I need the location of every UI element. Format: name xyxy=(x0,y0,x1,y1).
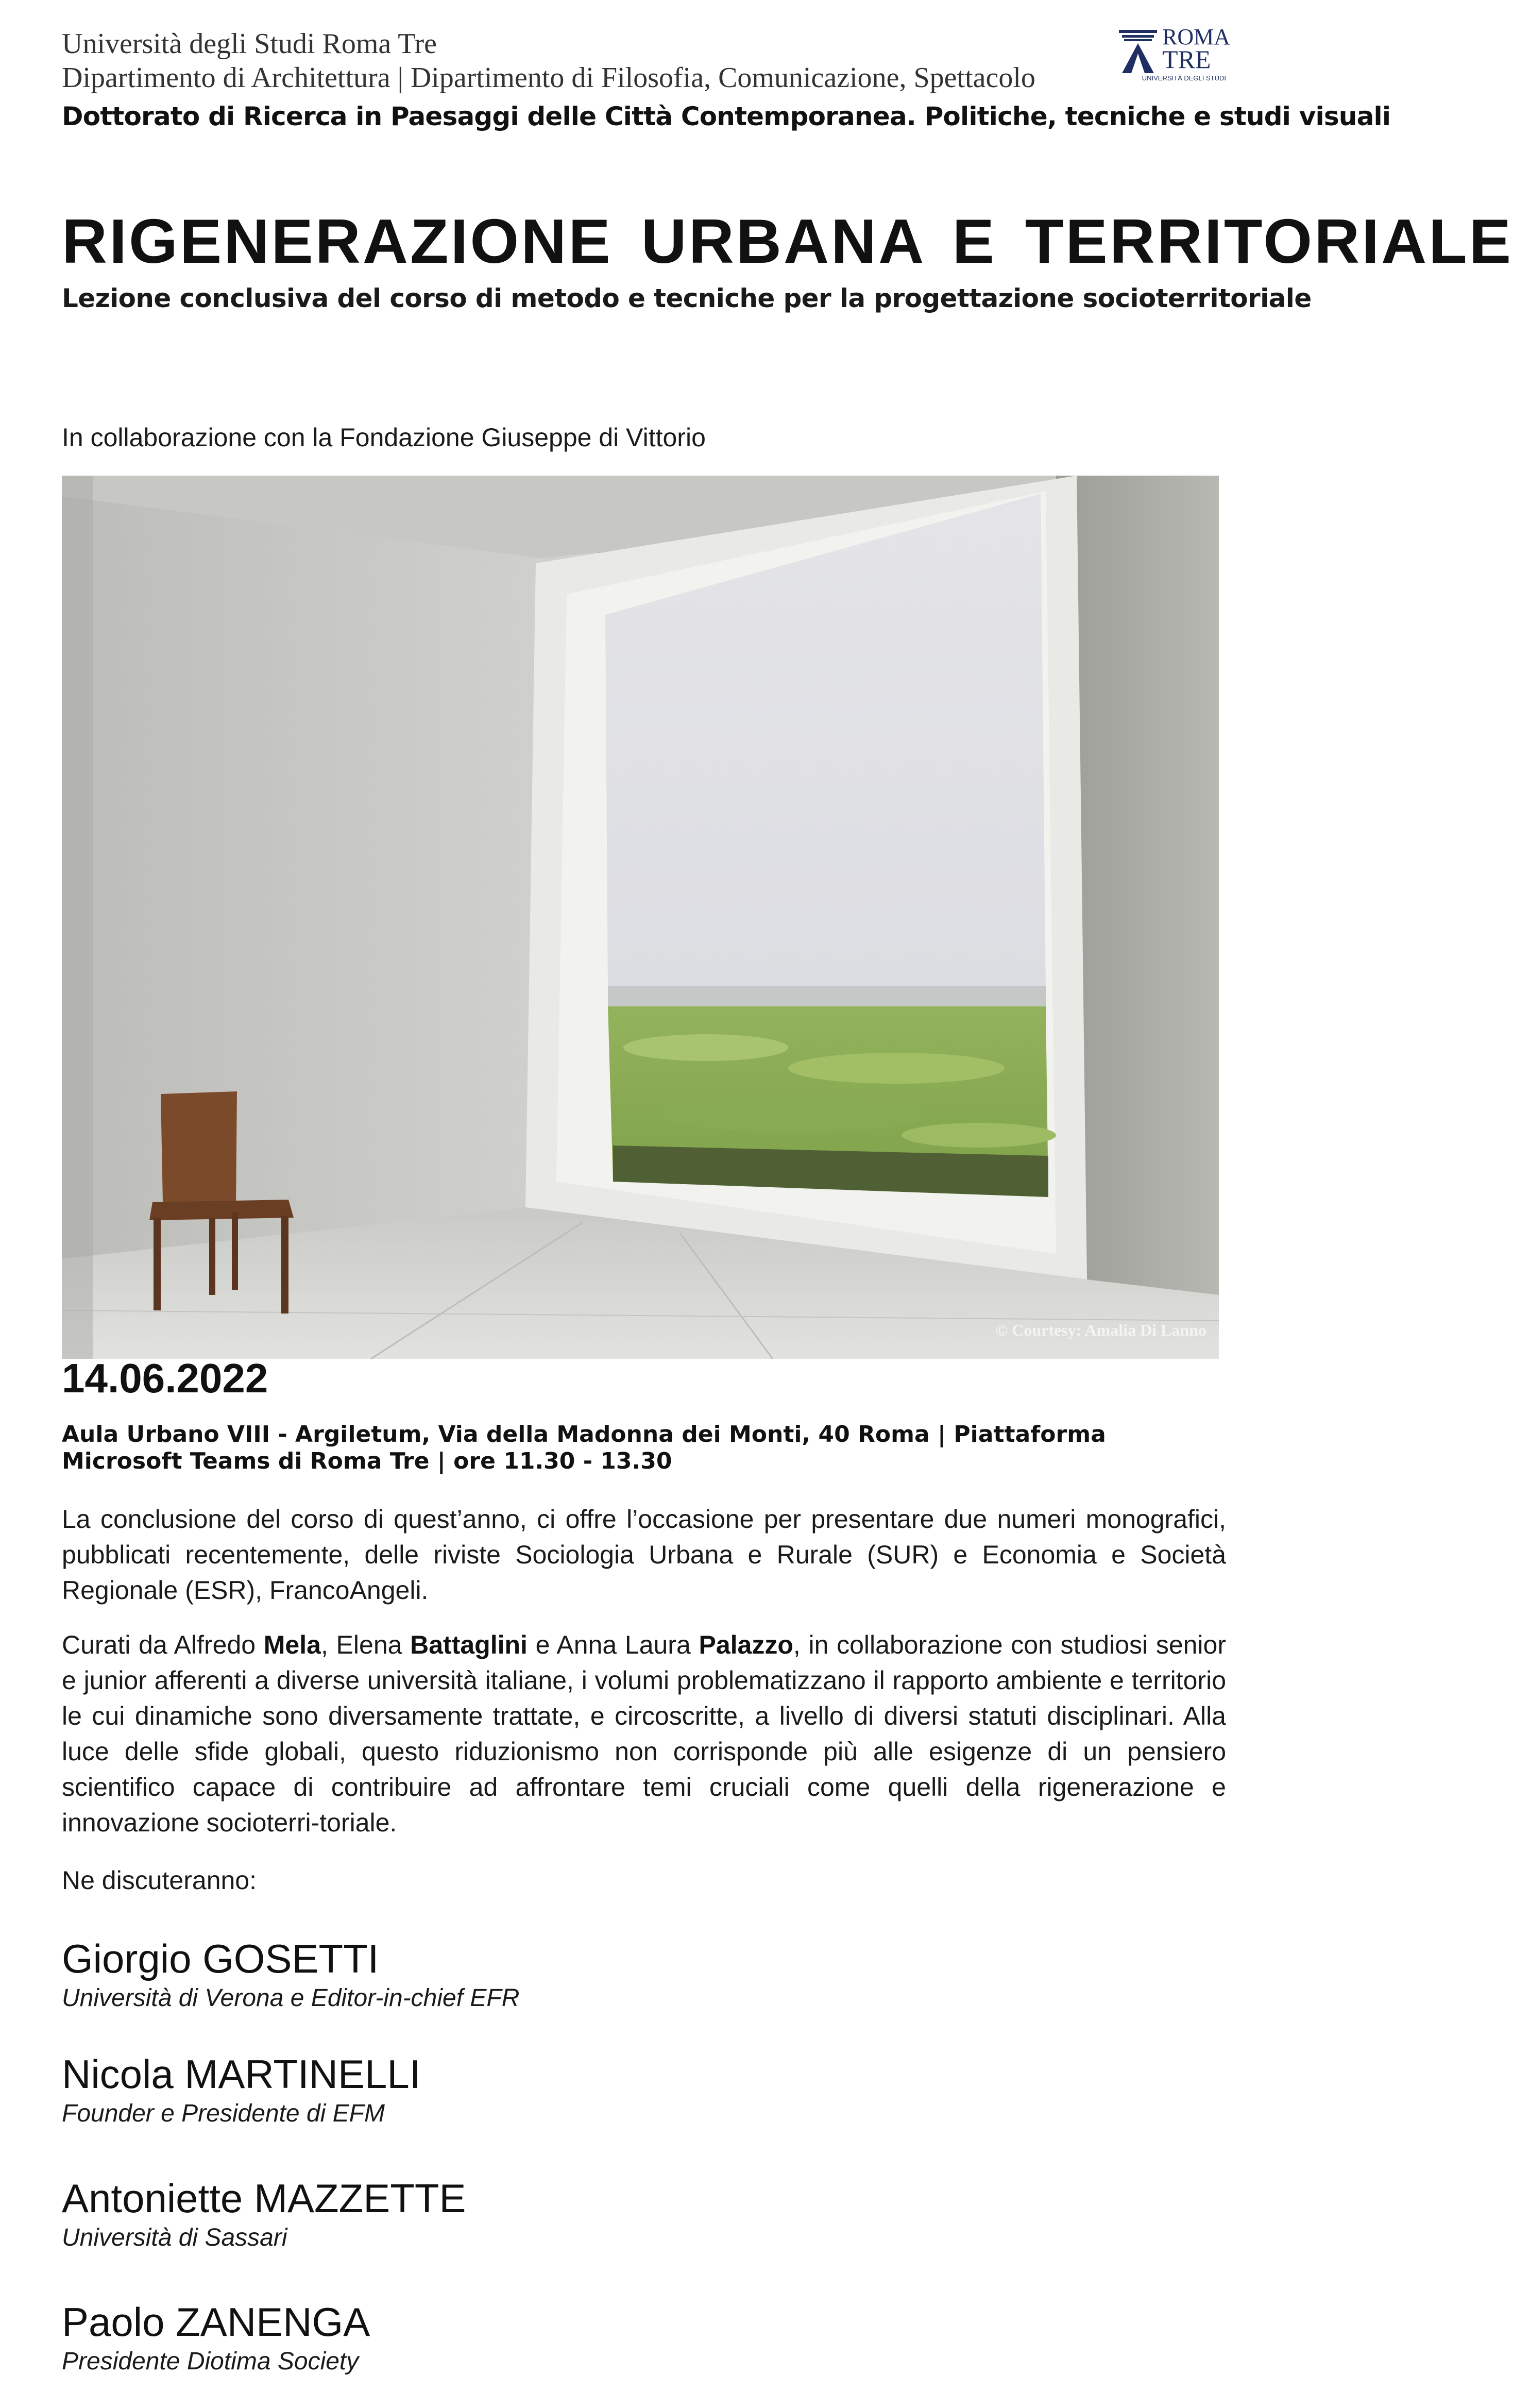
phd-program: Dottorato di Ricerca in Paesaggi delle Città Contemporanea. Politiche, tecniche e studi visuali xyxy=(62,102,1391,131)
university-name: Università degli Studi Roma Tre xyxy=(62,28,437,60)
speaker-name: Paolo ZANENGA xyxy=(62,2299,370,2345)
p2-text-a: Curati da Alfredo xyxy=(62,1630,264,1659)
event-title: RIGENERAZIONE URBANA E TERRITORIALE xyxy=(62,206,1513,276)
p2-text-c: e Anna Laura xyxy=(527,1630,699,1659)
speaker-entry xyxy=(62,2174,1226,2253)
speaker-affiliation: Founder e Presidente di EFM xyxy=(62,2100,385,2127)
logo-subtitle: UNIVERSITÀ DEGLI STUDI xyxy=(1142,74,1226,82)
p2-text-b: , Elena xyxy=(320,1630,411,1659)
speaker-name: Nicola MARTINELLI xyxy=(62,2051,421,2097)
room-window-illustration xyxy=(62,476,1219,1359)
departments: Dipartimento di Architettura | Dipartimento di Filosofia, Comunicazione, Spettacolo xyxy=(62,62,1035,94)
speaker-affiliation: Università di Sassari xyxy=(62,2224,287,2251)
p2-text-d: , in collaborazione con studiosi senior e junior afferenti a diverse università italiane, i volumi problematizzano il rapporto ambiente e territorio le cui dinamiche sono diversamente trattate, e circoscritte, a livello di diversi statuti disciplinari. Alla luce delle sfide globali, questo riduzionismo non corrisponde più alle esigenze di un pensiero scientifico capace di contribuire ad affrontare temi cruciali come quelli della rigenerazione e innovazione socioterri-toriale. xyxy=(62,1630,1227,1837)
event-date: 14.06.2022 xyxy=(62,1355,268,1401)
editor-name-palazzo: Palazzo xyxy=(699,1630,793,1659)
speaker-entry xyxy=(62,1934,1226,2013)
institution-header xyxy=(62,27,1092,95)
event-venue: Aula Urbano VIII - Argiletum, Via della Madonna dei Monti, 40 Roma | Piattaforma Microsoft Teams di Roma Tre | ore 11.30 - 13.30 xyxy=(62,1421,1106,1474)
editor-name-mela: Mela xyxy=(263,1630,321,1659)
event-subtitle: Lezione conclusiva del corso di metodo e tecniche per la progettazione socioterritoriale xyxy=(62,283,1312,313)
speaker-name: Giorgio GOSETTI xyxy=(62,1936,379,1981)
description-paragraph-2 xyxy=(62,1627,1226,1841)
roma-tre-emblem-icon xyxy=(1117,28,1159,75)
speaker-affiliation: Università di Verona e Editor-in-chief EFR xyxy=(62,1984,520,2012)
description-paragraph-1: La conclusione del corso di quest’anno, ci offre l’occasione per presentare due numeri monografici, pubblicati recentemente, delle riviste Sociologia Urbana e Rurale (SUR) e Economia e Società Regionale (ESR), FrancoAngeli. xyxy=(62,1505,1226,1605)
logo-roma-text: ROMA xyxy=(1162,24,1231,49)
roma-tre-logo xyxy=(1117,24,1231,82)
speaker-name: Antoniette MAZZETTE xyxy=(62,2176,466,2221)
cover-photo xyxy=(62,476,1219,1359)
speaker-entry xyxy=(62,2049,1226,2129)
collaboration-note: In collaborazione con la Fondazione Giuseppe di Vittorio xyxy=(62,423,706,452)
logo-tre-text: TRE xyxy=(1162,45,1211,74)
editor-name-battaglini: Battaglini xyxy=(410,1630,528,1659)
speaker-affiliation: Presidente Diotima Society xyxy=(62,2348,359,2375)
photo-credit: © Courtesy: Amalia Di Lanno xyxy=(995,1321,1206,1339)
discussants-heading: Ne discuteranno: xyxy=(62,1866,257,1895)
speaker-entry xyxy=(62,2297,1226,2377)
